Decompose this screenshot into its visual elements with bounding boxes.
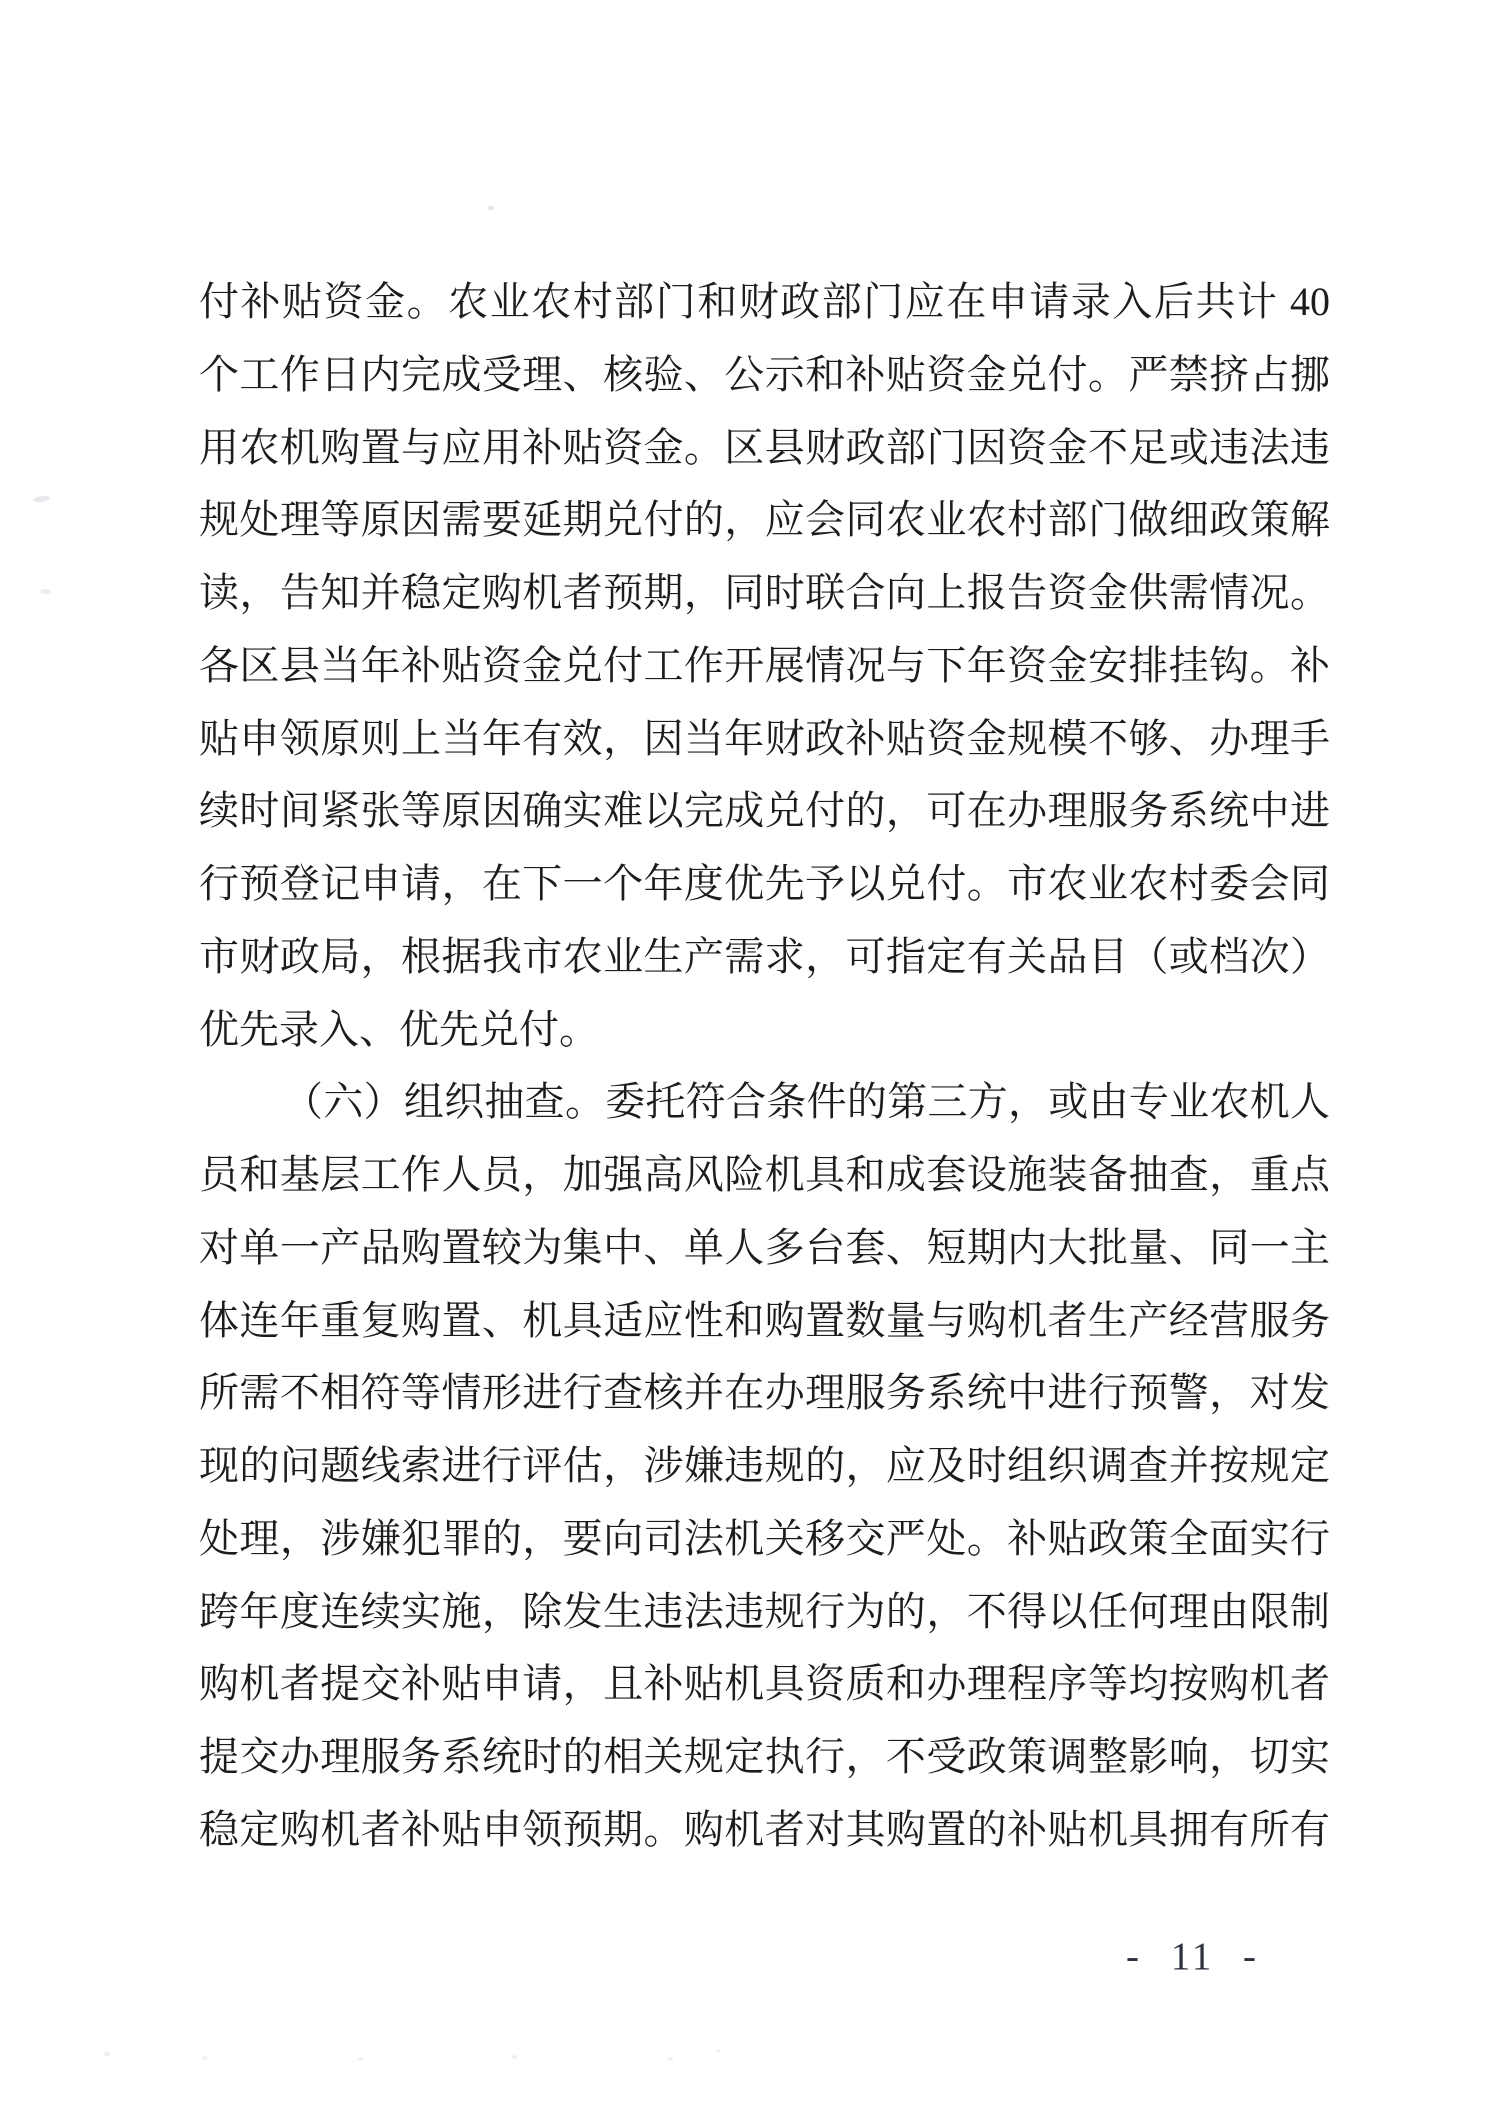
text-line: 市财政局，根据我市农业生产需求，可指定有关品目（或档次）: [199, 933, 1330, 979]
text-line: 提交办理服务系统时的相关规定执行，不受政策调整影响，切实: [199, 1734, 1330, 1779]
text-line: 对单一产品购置较为集中、单人多台套、短期内大批量、同一主: [199, 1224, 1330, 1270]
scan-speck: [716, 2049, 721, 2052]
text-line: 员和基层工作人员，加强高风险机具和成套设施装备抽查，重点: [199, 1152, 1330, 1197]
text-line: 读，告知并稳定购机者预期，同时联合向上报告资金供需情况。: [199, 570, 1330, 615]
text-line: 处理，涉嫌犯罪的，要向司法机关移交严处。补贴政策全面实行: [199, 1515, 1330, 1561]
scan-speck: [40, 589, 51, 594]
scan-speck: [358, 2057, 363, 2061]
document-body: [199, 266, 1330, 1867]
text-line: 所需不相符等情形进行查核并在办理服务系统中进行预警，对发: [199, 1370, 1330, 1416]
text-line: 个工作日内完成受理、核验、公示和补贴资金兑付。严禁挤占挪: [199, 351, 1330, 397]
text-line: 用农机购置与应用补贴资金。区县财政部门因资金不足或违法违: [199, 424, 1330, 470]
text-line: 现的问题线索进行评估，涉嫌违规的，应及时组织调查并按规定: [199, 1443, 1330, 1488]
scan-speck: [202, 2056, 207, 2060]
text-line: 付补贴资金。农业农村部门和财政部门应在申请录入后共计 40: [199, 279, 1330, 324]
text-line: 各区县当年补贴资金兑付工作开展情况与下年资金安排挂钩。补: [199, 642, 1330, 688]
text-line: （六）组织抽查。委托符合条件的第三方，或由专业农机人: [283, 1079, 1330, 1125]
text-line: 跨年度连续实施，除发生违法违规行为的，不得以任何理由限制: [199, 1588, 1330, 1634]
text-line: 规处理等原因需要延期兑付的，应会同农业农村部门做细政策解: [199, 497, 1330, 543]
text-line: 贴申领原则上当年有效，因当年财政补贴资金规模不够、办理手: [199, 715, 1330, 761]
text-line: 优先录入、优先兑付。: [199, 1006, 599, 1052]
text-line: 行预登记申请，在下一个年度优先予以兑付。市农业农村委会同: [199, 861, 1330, 906]
text-line: 稳定购机者补贴申领预期。购机者对其购置的补贴机具拥有所有: [199, 1806, 1330, 1852]
text-line: 体连年重复购置、机具适应性和购置数量与购机者生产经营服务: [199, 1297, 1330, 1343]
text-line: 续时间紧张等原因确实难以完成兑付的，可在办理服务系统中进: [199, 788, 1330, 834]
scan-speck: [512, 2055, 517, 2059]
page-number: - 11 -: [1126, 1935, 1260, 1978]
scan-speck: [33, 495, 51, 503]
scan-speck: [104, 2052, 110, 2056]
paragraph-2: [199, 1066, 1330, 1866]
text-line: 购机者提交补贴申请，且补贴机具资质和办理程序等均按购机者: [199, 1661, 1330, 1707]
paragraph-1: [199, 266, 1330, 1066]
scan-speck: [668, 2057, 673, 2061]
scan-speck: [488, 206, 494, 210]
